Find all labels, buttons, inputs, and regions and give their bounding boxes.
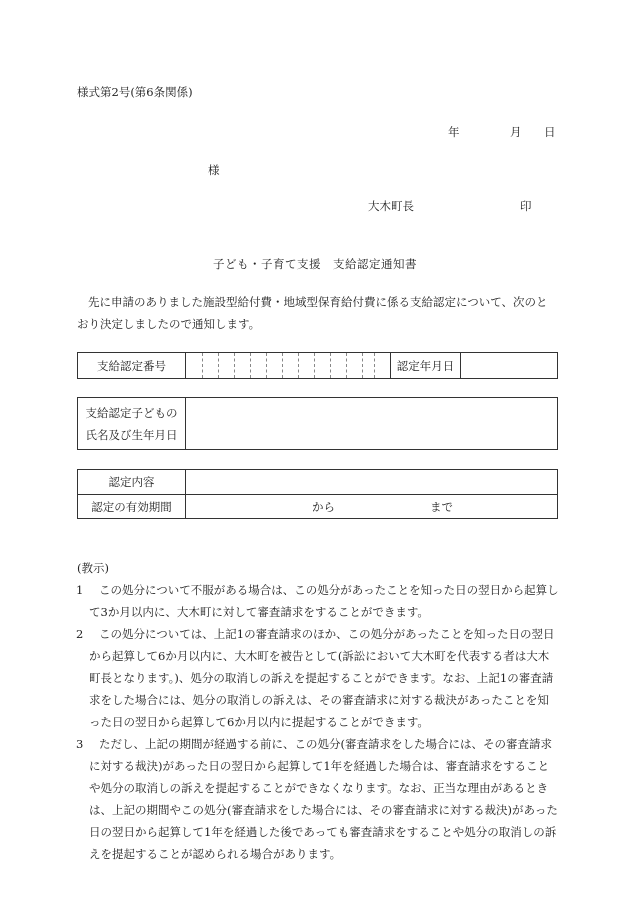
document-title: 子ども・子育て支援 支給認定通知書	[213, 257, 417, 271]
notice-item	[77, 623, 559, 733]
child-info-label	[78, 398, 185, 449]
child-info-value	[186, 398, 557, 449]
seal-mark: 印	[520, 199, 532, 213]
date-month: 月	[510, 125, 522, 139]
notice-item-number: 1	[76, 583, 84, 597]
intro-paragraph: 先に申請のありました施設型給付費・地域型保育給付費に係る支給認定について、次のとおり決定しましたので通知します。	[77, 295, 548, 331]
child-info-table	[77, 397, 558, 450]
child-info-label-line1: 支給認定子どもの	[85, 405, 178, 420]
notice-item-text: この処分について不服がある場合は、この処分があったことを知った日の翌日から起算して3か月以内に、大木町に対して審査請求をすることができます。	[89, 583, 559, 619]
validity-period-label: 認定の有効期間	[91, 499, 172, 514]
issuer-line	[368, 198, 532, 214]
content-label: 認定内容	[108, 475, 155, 489]
appeal-notice	[77, 557, 559, 865]
validity-until: まで	[430, 499, 453, 514]
notice-item	[77, 579, 559, 623]
certification-date-label: 認定年月日	[396, 358, 455, 373]
form-number: 様式第2号(第6条関係)	[77, 85, 193, 99]
notice-item	[77, 733, 559, 865]
certification-number-table	[77, 352, 558, 379]
date-year: 年	[448, 125, 460, 139]
date-line	[448, 124, 556, 140]
notice-item-number: 2	[76, 627, 84, 641]
certification-content-table	[77, 469, 558, 519]
notice-item-text: ただし、上記の期間が経過する前に、この処分(審査請求をした場合には、その審査請求に対する裁決)があった日の翌日から起算して1年を経過した場合は、審査請求をすることや処分の取消しの訴えを提起することができなくなります。なお、正当な理由があるときは、上記の期間やこの処分(審査請求をした場合には、その審査請求に対する裁決)があった日の翌日から起算して1年を経過した後であっても審査請求をすることや処分の取消しの訴えを提起することが認められる場合があります。	[89, 737, 558, 861]
content-value	[186, 470, 557, 494]
certification-number-label: 支給認定番号	[97, 358, 166, 373]
addressee-suffix: 様	[208, 163, 220, 177]
notice-item-text: この処分については、上記1の審査請求のほか、この処分があったことを知った日の翌日から起算して6か月以内に、大木町を被告として(訴訟において大木町を代表する者は大木町長となります。)、処分の取消しの訴えを提起することができます。なお、上記1の審査請求をした場合には、処分の取消しの訴えは、その審査請求に対する裁決があったことを知った日の翌日から起算して6か月以内に提起することができます。	[89, 627, 555, 729]
issuer-name: 大木町長	[368, 199, 414, 213]
date-day: 日	[544, 125, 556, 139]
child-info-label-line2: 氏名及び生年月日	[85, 427, 178, 442]
notice-heading: (教示)	[77, 561, 109, 575]
certification-date-value	[461, 353, 557, 378]
notice-item-number: 3	[76, 737, 84, 751]
validity-from: から	[312, 499, 335, 514]
